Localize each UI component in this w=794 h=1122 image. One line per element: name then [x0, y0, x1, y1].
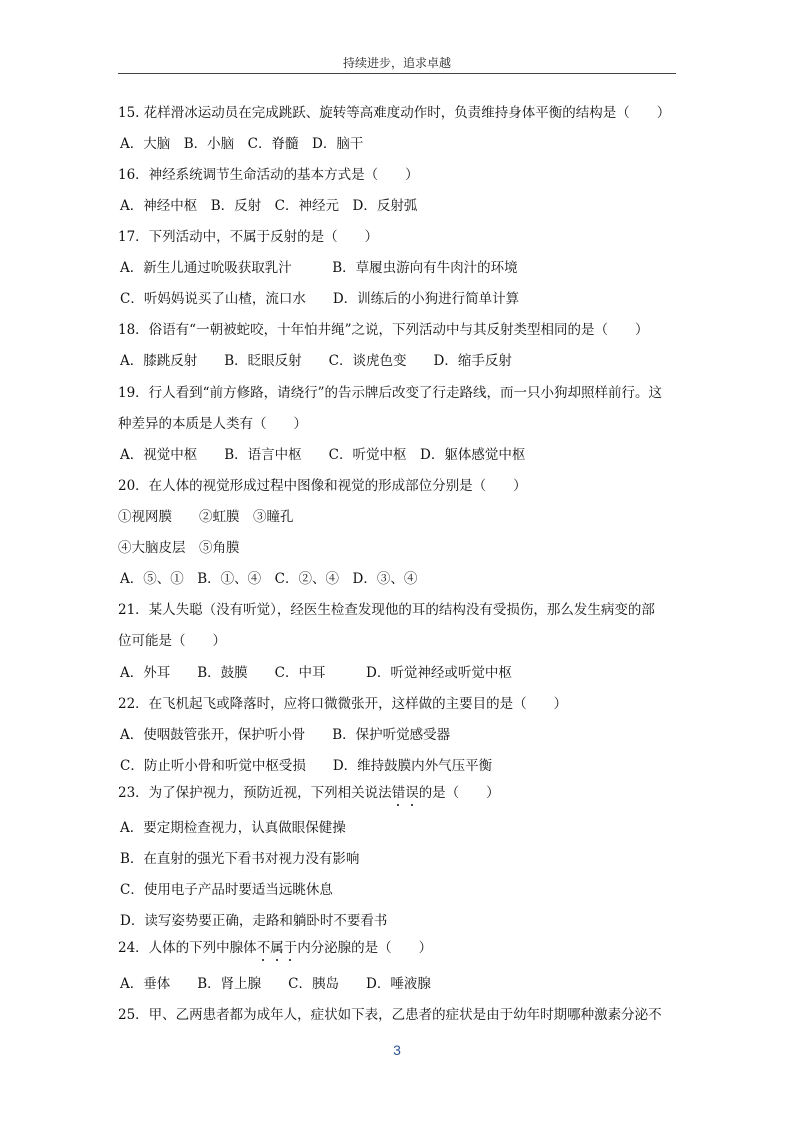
- q15-stem: 15. 花样滑冰运动员在完成跳跃、旋转等高难度动作时，负责维持身体平衡的结构是（ ）: [118, 105, 671, 121]
- q22-options-ab: A．使咽鼓管张开，保护听小骨 B．保护听觉感受器: [120, 727, 451, 743]
- q18-stem: 18．俗语有“一朝被蛇咬，十年怕井绳”之说，下列活动中与其反射类型相同的是（ ）: [118, 322, 649, 338]
- q22-options-cd: C．防止听小骨和听觉中枢受损 D．维持鼓膜内外气压平衡: [120, 758, 493, 774]
- q20-items-2: ④大脑皮层 ⑤角膜: [118, 540, 240, 556]
- q21-stem-line1: 21．某人失聪（没有听觉），经医生检查发现他的耳的结构没有受损伤，那么发生病变的部: [118, 602, 655, 618]
- q23-option-b: B．在直射的强光下看书对视力没有影响: [120, 851, 360, 867]
- q23-stem-after: 的是（ ）: [418, 785, 500, 801]
- q24-emphasis-char-1: 不: [256, 940, 271, 956]
- q24-stem-before: 24．人体的下列中腺体: [118, 940, 257, 956]
- q19-options: A．视觉中枢 B．语言中枢 C．听觉中枢 D．躯体感觉中枢: [120, 447, 526, 463]
- q23-emphasis-char-2: 误: [405, 785, 419, 801]
- q16-stem: 16．神经系统调节生命活动的基本方式是（ ）: [118, 167, 419, 183]
- q23-emphasis-char-1: 错: [391, 785, 406, 801]
- q21-options: A．外耳 B．鼓膜 C．中耳 D．听觉神经或听觉中枢: [120, 665, 512, 681]
- q23-stem: [118, 784, 500, 802]
- q23-option-d: D．读写姿势要正确，走路和躺卧时不要看书: [120, 913, 388, 929]
- q19-stem-line2: 种差异的本质是人类有（ ）: [118, 416, 307, 432]
- header-divider: [118, 73, 676, 74]
- q17-options-ab: A．新生儿通过吮吸获取乳汁 B．草履虫游向有牛肉汁的环境: [120, 260, 518, 276]
- q22-stem: 22．在飞机起飞或降落时，应将口微微张开，这样做的主要目的是（ ）: [118, 696, 568, 712]
- q20-options: A．⑤、① B．①、④ C．②、④ D．③、④: [120, 571, 418, 587]
- q24-stem: [118, 939, 432, 957]
- q17-options-cd: C．听妈妈说买了山楂，流口水 D．训练后的小狗进行简单计算: [120, 291, 520, 307]
- q15-options: A．大脑 B．小脑 C．脊髓 D．脑干: [120, 136, 364, 152]
- q16-options: A．神经中枢 B．反射 C．神经元 D．反射弧: [120, 198, 418, 214]
- q23-option-c: C．使用电子产品时要适当远眺休息: [120, 882, 333, 898]
- q25-stem: 25．甲、乙两患者都为成年人，症状如下表，乙患者的症状是由于幼年时期哪种激素分泌不: [118, 1007, 662, 1023]
- q17-stem: 17．下列活动中，不属于反射的是（ ）: [118, 229, 379, 245]
- q24-options: A．垂体 B．肾上腺 C．胰岛 D．唾液腺: [120, 976, 431, 992]
- q23-stem-before: 23．为了保护视力，预防近视，下列相关说法: [118, 785, 392, 801]
- q19-stem-line1: 19．行人看到“前方修路，请绕行”的告示牌后改变了行走路线，而一只小狗却照样前行。这: [118, 385, 662, 401]
- page-number: 3: [393, 1042, 401, 1058]
- q18-options: A．膝跳反射 B．眨眼反射 C．谈虎色变 D．缩手反射: [120, 353, 512, 369]
- q21-stem-line2: 位可能是（ ）: [118, 633, 226, 649]
- q24-emphasis-char-3: 于: [283, 940, 298, 956]
- q24-stem-after: 内分泌腺的是（ ）: [297, 940, 433, 956]
- q24-emphasis-char-2: 属: [270, 940, 284, 956]
- header-motto: 持续进步，追求卓越: [342, 56, 451, 70]
- q20-items-1: ①视网膜 ②虹膜 ③瞳孔: [118, 509, 294, 525]
- q20-stem: 20．在人体的视觉形成过程中图像和视觉的形成部位分别是（ ）: [118, 478, 527, 494]
- q23-option-a: A．要定期检查视力，认真做眼保健操: [120, 820, 346, 836]
